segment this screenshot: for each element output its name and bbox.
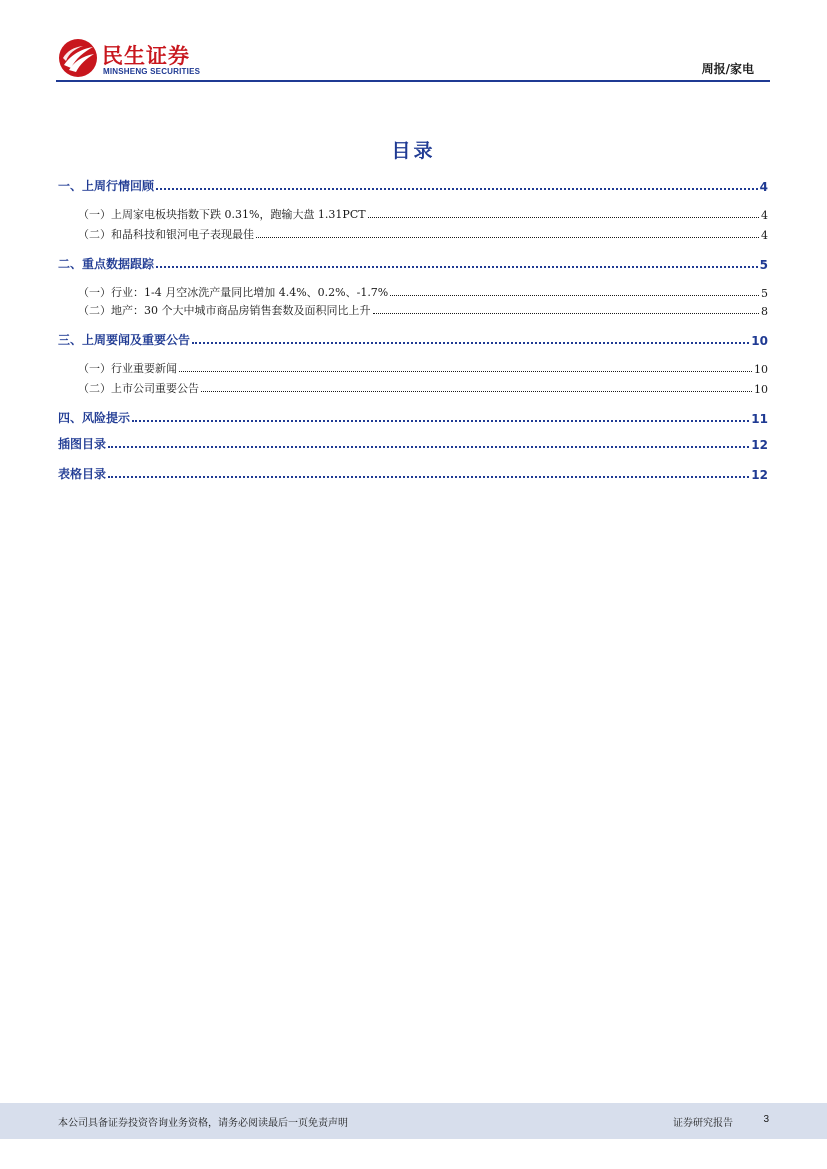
toc-entry-label: 二、重点数据跟踪 — [58, 257, 155, 271]
toc-entry-label: （二）地产：30 个大中城市商品房销售套数及面积同比上升 — [78, 304, 371, 317]
toc-entry-page: 10 — [754, 383, 768, 396]
page-footer — [0, 1103, 827, 1139]
toc-section-link[interactable] — [58, 254, 768, 272]
logo-chinese-text: 民生证券 — [102, 44, 190, 68]
footer-doc-type: 证券研究报告 — [673, 1118, 733, 1129]
toc-entry-label: 三、上周要闻及重要公告 — [58, 333, 191, 347]
toc-subsection-link[interactable] — [78, 224, 768, 242]
toc-dot-leader — [108, 446, 749, 448]
logo-english-text: MINSHENG SECURITIES — [103, 67, 201, 76]
toc-entry-page: 4 — [761, 209, 768, 222]
toc-dot-leader — [132, 420, 749, 422]
toc-entry-page: 4 — [759, 180, 768, 194]
toc-dot-leader — [192, 342, 749, 344]
toc-title: 目录 — [391, 140, 436, 162]
toc-entry-page: 10 — [754, 363, 768, 376]
toc-subsection-link[interactable] — [78, 378, 768, 396]
toc-dot-leader — [156, 266, 758, 268]
company-logo — [58, 38, 218, 80]
toc-entry-page: 5 — [761, 287, 768, 300]
toc-entry-page: 12 — [751, 468, 768, 482]
toc-entry-page: 11 — [751, 412, 768, 426]
toc-dot-leader — [156, 188, 758, 190]
report-type-label: 周报/家电 — [701, 62, 754, 76]
toc-subsection-link[interactable] — [78, 204, 768, 222]
toc-entry-label: （二）上市公司重要公告 — [78, 382, 199, 395]
toc-entry-label: 一、上周行情回顾 — [58, 179, 155, 193]
toc-dot-leader — [108, 476, 749, 478]
toc-section-link[interactable] — [58, 464, 768, 482]
toc-section-link[interactable] — [58, 408, 768, 426]
toc-dot-leader — [201, 391, 752, 392]
toc-dot-leader — [256, 237, 759, 238]
toc-entry-page: 10 — [751, 334, 768, 348]
toc-entry-label: 四、风险提示 — [58, 411, 131, 425]
toc-entry-page: 5 — [759, 258, 768, 272]
footer-disclaimer: 本公司具备证券投资咨询业务资格，请务必阅读最后一页免责声明 — [58, 1118, 348, 1129]
toc-dot-leader — [373, 313, 760, 314]
minsheng-logo-icon — [58, 38, 98, 78]
toc-entry-label: （一）行业：1-4 月空冰洗产量同比增加 4.4%、0.2%、-1.7% — [78, 286, 389, 299]
toc-section-link[interactable] — [58, 176, 768, 194]
toc-entry-label: （二）和晶科技和银河电子表现最佳 — [78, 228, 254, 241]
toc-entry-page: 4 — [761, 229, 768, 242]
toc-entry-label: （一）上周家电板块指数下跌 0.31%，跑输大盘 1.31PCT — [78, 208, 366, 221]
toc-subsection-link[interactable] — [78, 282, 768, 300]
footer-page-number: 3 — [763, 1114, 769, 1125]
header-divider — [56, 80, 770, 82]
toc-section-link[interactable] — [58, 330, 768, 348]
toc-dot-leader — [390, 295, 759, 296]
toc-entry-page: 8 — [761, 305, 768, 318]
toc-entry-label: 表格目录 — [58, 467, 107, 481]
toc-subsection-link[interactable] — [78, 300, 768, 318]
toc-subsection-link[interactable] — [78, 358, 768, 376]
toc-entry-page: 12 — [751, 438, 768, 452]
toc-entry-label: （一）行业重要新闻 — [78, 362, 177, 375]
toc-entry-label: 插图目录 — [58, 437, 107, 451]
toc-dot-leader — [179, 371, 752, 372]
page-header — [56, 36, 770, 82]
toc-section-link[interactable] — [58, 434, 768, 452]
toc-dot-leader — [368, 217, 759, 218]
